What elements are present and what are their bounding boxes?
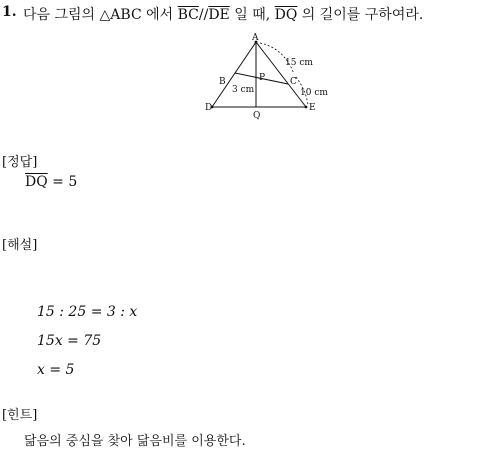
measure-ce: 10 cm [300,88,328,98]
measure-ac: 15 cm [285,58,313,68]
answer-segment: $\overline{DQ}$ [25,174,48,190]
label-e: E [309,103,316,113]
label-d: D [205,103,213,113]
parallel-symbol: // [198,7,209,23]
label-a: A [252,33,259,43]
equation-1: 15 : 25 = 3 : x [37,304,138,320]
equation-3: x = 5 [37,362,75,378]
label-b: B [219,77,226,87]
answer-value: = 5 [47,174,78,190]
question-text-suffix: 의 길이를 구하여라. [297,7,424,23]
triangle-diagram [200,30,335,122]
segment-bc: $\overline{BC}$ [177,7,199,23]
explanation-label: [해설] [2,238,38,253]
hint-label: [힌트] [2,408,38,423]
segment-dq: $\overline{DQ}$ [274,7,298,23]
answer-text [25,174,77,190]
point-e [305,106,308,109]
question-number: 1. [2,4,17,20]
triangle-figure [200,30,335,126]
segment-de: $\overline{DE}$ [208,7,230,23]
side-ad [212,42,256,107]
equation-2: 15x = 75 [37,333,102,349]
hint-text: 닮음의 중심을 찾아 닮음비를 이용한다. [24,434,246,449]
measure-bp: 3 cm [232,85,255,95]
answer-label: [정답] [2,155,38,170]
label-c: C [290,77,297,87]
label-p: P [259,73,266,83]
label-q: Q [253,111,261,121]
question-text-middle: 일 때, [229,7,275,23]
question-text-prefix: 다음 그림의 △ABC 에서 [23,7,178,23]
question-text [23,4,423,24]
